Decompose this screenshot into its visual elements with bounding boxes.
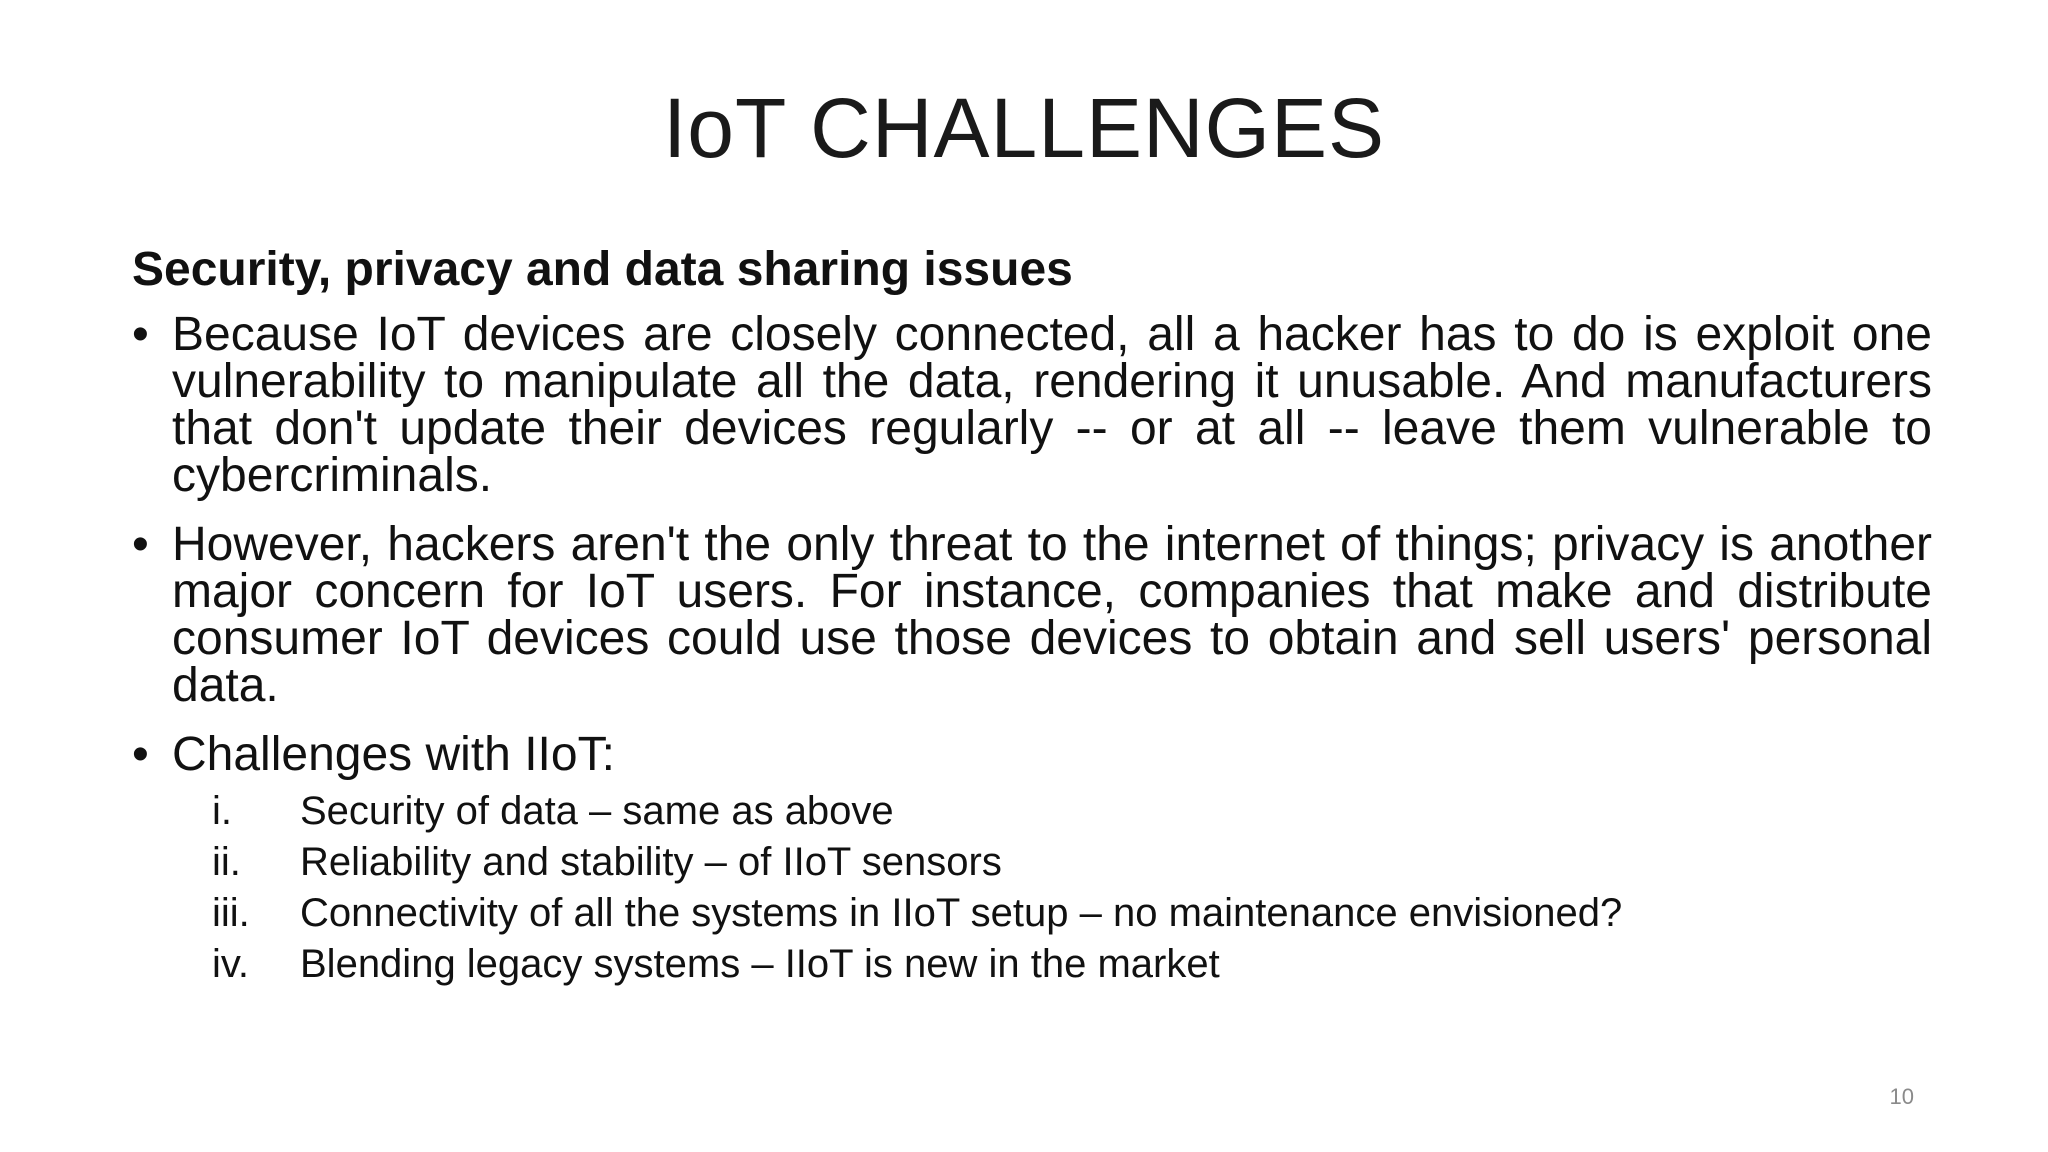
sub-list [172, 786, 1932, 990]
sub-item-text: Blending legacy systems – IIoT is new in the market [300, 942, 1220, 987]
bullet-text: However, hackers aren't the only threat to the internet of things; privacy is another major concern for IoT users. For instance, companies that make and distribute consumer IoT devices could use those devices to obtain and sell users' personal data. [172, 518, 1932, 713]
sub-list-item [212, 939, 1932, 990]
sub-list-item [212, 786, 1932, 837]
sub-item-text: Reliability and stability – of IIoT sensors [300, 840, 1002, 885]
bullet-item [132, 308, 1932, 503]
roman-marker: i. [212, 789, 232, 834]
sub-list-item [212, 888, 1932, 939]
sub-item-text: Security of data – same as above [300, 789, 894, 834]
sub-item-text: Connectivity of all the systems in IIoT setup – no maintenance envisioned? [300, 891, 1623, 936]
page-number: 10 [1889, 1084, 1914, 1109]
roman-marker: iii. [212, 891, 250, 936]
bullet-item [132, 728, 1932, 990]
slide-content [132, 242, 1932, 1012]
bullet-text: Because IoT devices are closely connected, all a hacker has to do is exploit one vulnerability to manipulate all the data, rendering it unusable. And manufacturers that don't update their devices regularly -- or at all -- leave them vulnerable to cybercriminals. [172, 308, 1932, 503]
roman-marker: ii. [212, 840, 241, 885]
bullet-text: Challenges with IIoT: [172, 728, 615, 782]
bullet-list [132, 308, 1932, 990]
bullet-item [132, 518, 1932, 713]
sub-list-item [212, 837, 1932, 888]
slide-title: IoT CHALLENGES [662, 81, 1386, 175]
section-heading: Security, privacy and data sharing issues [132, 243, 1073, 296]
roman-marker: iv. [212, 942, 250, 987]
